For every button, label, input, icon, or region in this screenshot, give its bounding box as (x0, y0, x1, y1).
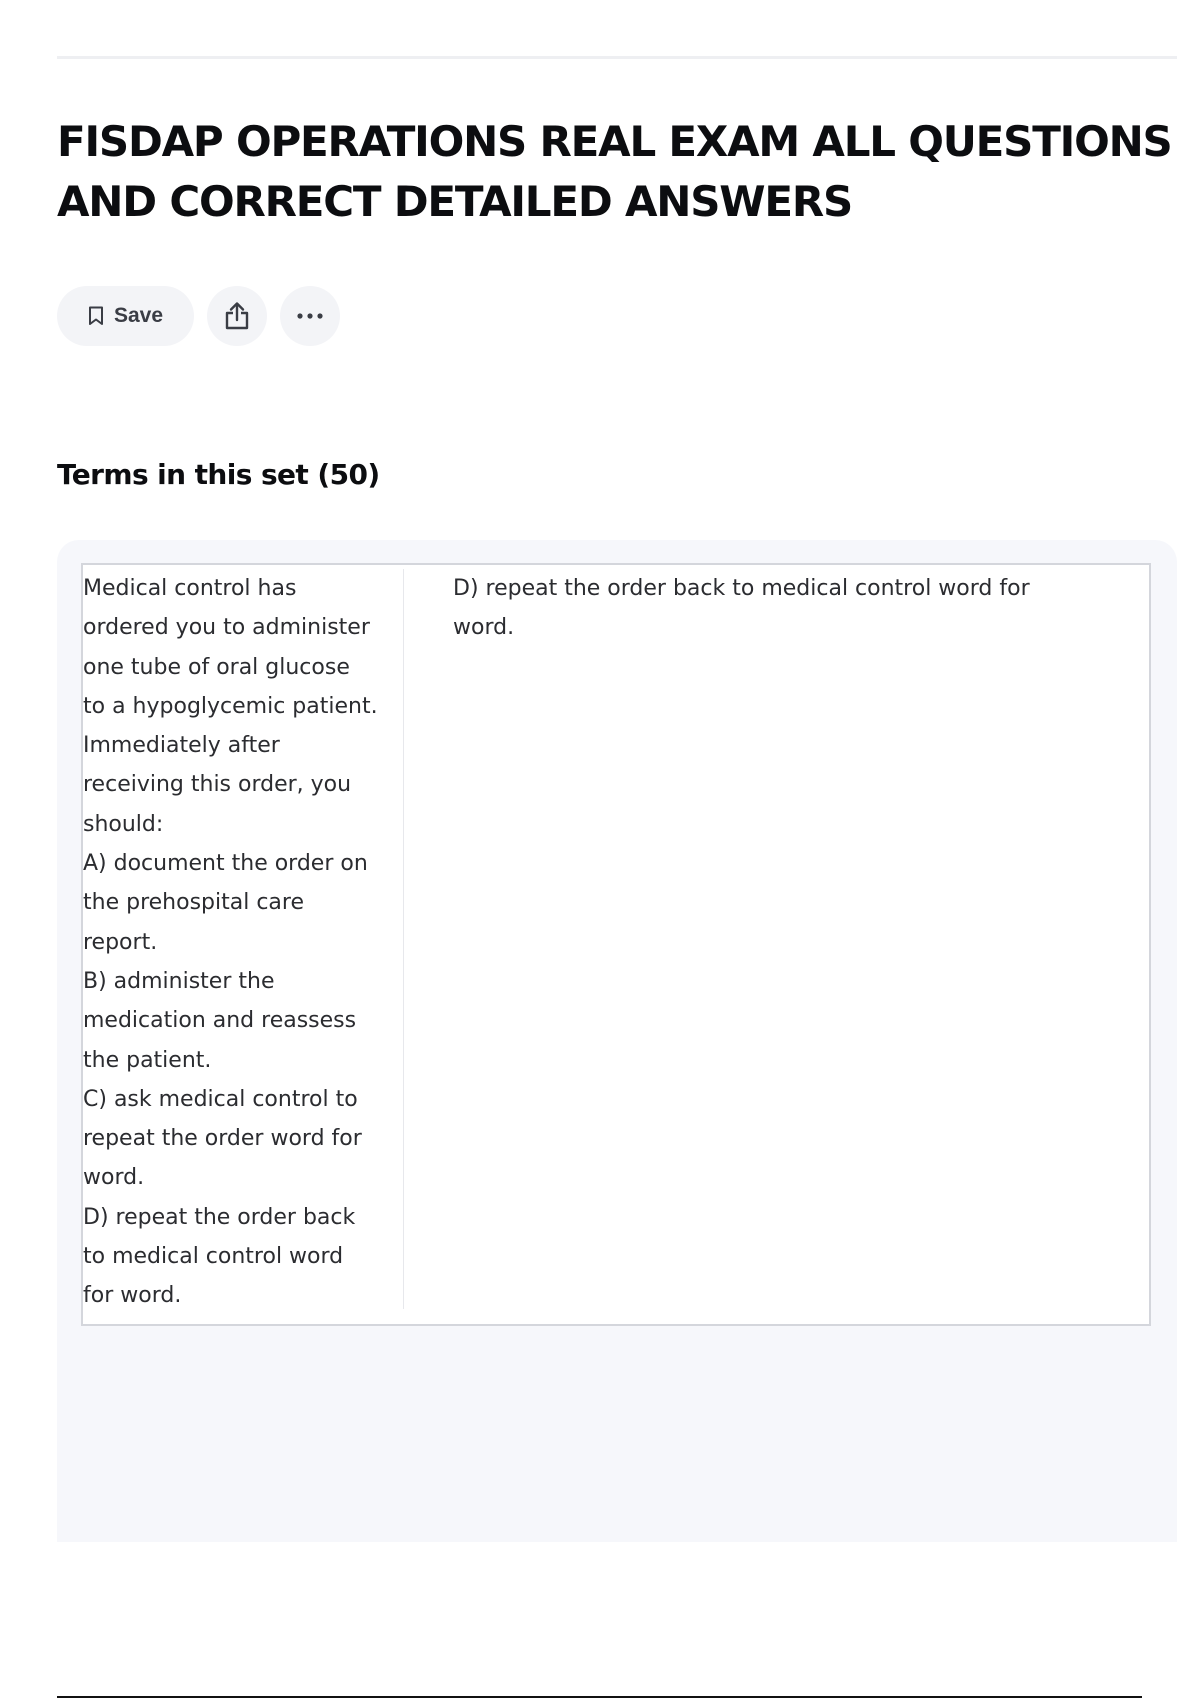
definition-text: D) repeat the order back to medical control word for word. (453, 576, 1030, 641)
page-title: FISDAP OPERATIONS REAL EXAM ALL QUESTIONS AND CORRECT DETAILED ANSWERS (57, 117, 1172, 226)
bottom-divider (57, 1696, 1142, 1698)
share-icon (224, 301, 250, 331)
top-divider (57, 56, 1177, 59)
share-button[interactable] (207, 286, 267, 346)
term-card[interactable] (81, 563, 1151, 1326)
term-side (83, 569, 404, 1309)
save-label: Save (113, 304, 164, 327)
terms-heading: Terms in this set (50) (57, 458, 380, 491)
more-options-icon (296, 312, 324, 320)
action-bar (57, 286, 340, 346)
more-options-button[interactable] (280, 286, 340, 346)
term-text: Medical control has ordered you to administer one tube of oral glucose to a hypoglycemic patient. Immediately after receiving this order, you should: A) document the order on the prehospital care report. B) administer the medication and reassess the patient. C) ask medical control to repeat the order word for word. D) repeat the order back to medical control word for word. (83, 576, 378, 1309)
bookmark-icon (88, 306, 104, 326)
terms-panel (57, 540, 1177, 1542)
save-button[interactable] (57, 286, 194, 346)
